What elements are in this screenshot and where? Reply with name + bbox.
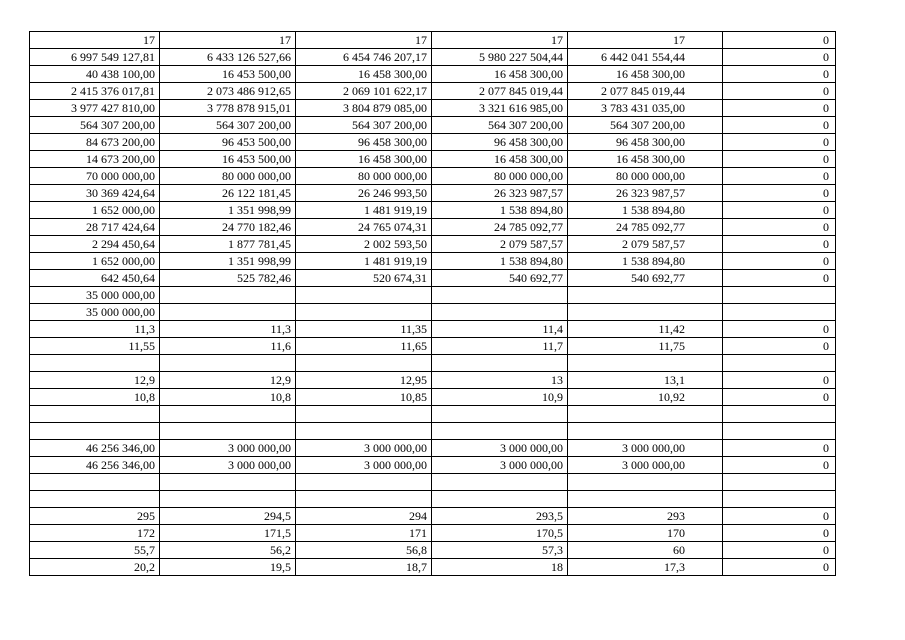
table-row xyxy=(30,287,836,304)
table-cell[interactable]: 6 433 126 527,66 xyxy=(160,49,296,66)
table-cell[interactable]: 2 079 587,57 xyxy=(568,236,723,253)
table-cell[interactable]: 11,3 xyxy=(30,321,160,338)
table-cell[interactable] xyxy=(160,287,296,304)
table-cell[interactable]: 540 692,77 xyxy=(568,270,723,287)
table-cell[interactable]: 70 000 000,00 xyxy=(30,168,160,185)
table-row xyxy=(30,423,836,440)
table-cell[interactable] xyxy=(432,355,568,372)
table-cell[interactable]: 0 xyxy=(723,321,836,338)
table-cell[interactable] xyxy=(432,304,568,321)
table-cell[interactable]: 0 xyxy=(723,270,836,287)
table-cell[interactable]: 46 256 346,00 xyxy=(30,440,160,457)
table-cell[interactable]: 96 458 300,00 xyxy=(432,134,568,151)
table-cell[interactable]: 11,4 xyxy=(432,321,568,338)
table-cell[interactable] xyxy=(30,474,160,491)
table-cell[interactable]: 0 xyxy=(723,49,836,66)
table-cell[interactable] xyxy=(568,287,723,304)
table-cell[interactable]: 0 xyxy=(723,134,836,151)
table-cell[interactable]: 294 xyxy=(296,508,432,525)
table-cell[interactable]: 1 538 894,80 xyxy=(568,202,723,219)
table-cell[interactable]: 2 079 587,57 xyxy=(432,236,568,253)
table-cell[interactable]: 14 673 200,00 xyxy=(30,151,160,168)
table-cell[interactable]: 11,65 xyxy=(296,338,432,355)
table-cell[interactable]: 10,8 xyxy=(160,389,296,406)
table-cell[interactable]: 0 xyxy=(723,168,836,185)
table-cell[interactable] xyxy=(160,474,296,491)
table-cell[interactable]: 1 538 894,80 xyxy=(432,253,568,270)
table-cell[interactable]: 18,7 xyxy=(296,559,432,576)
table-cell[interactable]: 3 977 427 810,00 xyxy=(30,100,160,117)
table-cell[interactable]: 1 351 998,99 xyxy=(160,253,296,270)
table-cell[interactable]: 11,42 xyxy=(568,321,723,338)
table-cell[interactable]: 96 458 300,00 xyxy=(568,134,723,151)
table-row xyxy=(30,406,836,423)
table-row xyxy=(30,151,836,168)
table-cell[interactable]: 24 785 092,77 xyxy=(568,219,723,236)
table-cell[interactable] xyxy=(568,491,723,508)
table-cell[interactable]: 11,35 xyxy=(296,321,432,338)
table-row xyxy=(30,338,836,355)
table-cell[interactable]: 0 xyxy=(723,83,836,100)
table-cell[interactable]: 11,55 xyxy=(30,338,160,355)
table-cell[interactable]: 24 785 092,77 xyxy=(432,219,568,236)
table-cell[interactable]: 11,75 xyxy=(568,338,723,355)
table-row xyxy=(30,49,836,66)
table-cell[interactable]: 0 xyxy=(723,32,836,49)
table-cell[interactable]: 80 000 000,00 xyxy=(296,168,432,185)
table-cell[interactable]: 12,9 xyxy=(30,372,160,389)
table-cell[interactable]: 171,5 xyxy=(160,525,296,542)
table-cell[interactable]: 16 453 500,00 xyxy=(160,151,296,168)
table-cell[interactable] xyxy=(30,423,160,440)
table-cell[interactable]: 0 xyxy=(723,151,836,168)
table-cell[interactable] xyxy=(160,406,296,423)
table-cell[interactable]: 564 307 200,00 xyxy=(568,117,723,134)
table-cell[interactable]: 2 077 845 019,44 xyxy=(432,83,568,100)
table-cell[interactable] xyxy=(296,304,432,321)
table-cell[interactable]: 26 323 987,57 xyxy=(568,185,723,202)
table-row xyxy=(30,83,836,100)
table-cell[interactable]: 0 xyxy=(723,100,836,117)
table-cell[interactable]: 5 980 227 504,44 xyxy=(432,49,568,66)
table-cell[interactable]: 3 000 000,00 xyxy=(296,440,432,457)
table-body xyxy=(30,32,836,576)
table-row xyxy=(30,236,836,253)
table-cell[interactable]: 171 xyxy=(296,525,432,542)
table-row xyxy=(30,134,836,151)
table-row xyxy=(30,389,836,406)
table-cell[interactable]: 0 xyxy=(723,559,836,576)
table-cell[interactable]: 2 415 376 017,81 xyxy=(30,83,160,100)
table-cell[interactable]: 525 782,46 xyxy=(160,270,296,287)
table-cell[interactable]: 1 481 919,19 xyxy=(296,253,432,270)
table-cell[interactable]: 6 454 746 207,17 xyxy=(296,49,432,66)
table-cell[interactable]: 0 xyxy=(723,542,836,559)
table-cell[interactable]: 1 877 781,45 xyxy=(160,236,296,253)
table-cell[interactable]: 46 256 346,00 xyxy=(30,457,160,474)
table-row xyxy=(30,559,836,576)
table-cell[interactable]: 3 000 000,00 xyxy=(160,457,296,474)
table-cell[interactable]: 0 xyxy=(723,202,836,219)
table-cell[interactable] xyxy=(296,491,432,508)
table-cell[interactable]: 57,3 xyxy=(432,542,568,559)
table-cell[interactable]: 0 xyxy=(723,338,836,355)
table-cell[interactable] xyxy=(432,474,568,491)
table-cell[interactable] xyxy=(160,355,296,372)
table-cell[interactable]: 56,2 xyxy=(160,542,296,559)
table-cell[interactable]: 10,8 xyxy=(30,389,160,406)
table-cell[interactable]: 16 458 300,00 xyxy=(296,66,432,83)
table-cell[interactable]: 2 073 486 912,65 xyxy=(160,83,296,100)
table-cell[interactable]: 16 458 300,00 xyxy=(432,66,568,83)
table-cell[interactable] xyxy=(160,491,296,508)
table-cell[interactable]: 96 458 300,00 xyxy=(296,134,432,151)
table-cell[interactable]: 2 069 101 622,17 xyxy=(296,83,432,100)
table-row xyxy=(30,457,836,474)
table-cell[interactable] xyxy=(296,287,432,304)
table-cell[interactable]: 35 000 000,00 xyxy=(30,304,160,321)
table-cell[interactable]: 3 000 000,00 xyxy=(568,440,723,457)
table-cell[interactable]: 16 458 300,00 xyxy=(568,66,723,83)
table-row xyxy=(30,508,836,525)
table-row xyxy=(30,253,836,270)
table-cell[interactable] xyxy=(296,406,432,423)
table-cell[interactable]: 170 xyxy=(568,525,723,542)
table-cell[interactable] xyxy=(568,474,723,491)
table-cell[interactable]: 12,9 xyxy=(160,372,296,389)
table-cell[interactable]: 96 453 500,00 xyxy=(160,134,296,151)
table-row xyxy=(30,525,836,542)
table-cell[interactable] xyxy=(723,423,836,440)
table-cell[interactable]: 1 481 919,19 xyxy=(296,202,432,219)
table-cell[interactable]: 26 323 987,57 xyxy=(432,185,568,202)
table-cell[interactable]: 0 xyxy=(723,372,836,389)
table-cell[interactable]: 16 453 500,00 xyxy=(160,66,296,83)
table-cell[interactable]: 24 765 074,31 xyxy=(296,219,432,236)
table-cell[interactable]: 0 xyxy=(723,117,836,134)
table-cell[interactable] xyxy=(30,491,160,508)
table-cell[interactable]: 60 xyxy=(568,542,723,559)
table-cell[interactable] xyxy=(432,406,568,423)
table-cell[interactable]: 26 122 181,45 xyxy=(160,185,296,202)
table-cell[interactable]: 1 538 894,80 xyxy=(568,253,723,270)
table-cell[interactable]: 1 652 000,00 xyxy=(30,202,160,219)
table-row xyxy=(30,168,836,185)
table-cell[interactable]: 55,7 xyxy=(30,542,160,559)
table-cell[interactable]: 17 xyxy=(568,32,723,49)
table-cell[interactable]: 293,5 xyxy=(432,508,568,525)
table-cell[interactable]: 6 442 041 554,44 xyxy=(568,49,723,66)
table-cell[interactable] xyxy=(723,406,836,423)
table-cell[interactable]: 172 xyxy=(30,525,160,542)
table-cell[interactable]: 12,95 xyxy=(296,372,432,389)
table-cell[interactable] xyxy=(30,355,160,372)
table-cell[interactable]: 17 xyxy=(30,32,160,49)
table-cell[interactable]: 0 xyxy=(723,389,836,406)
table-cell[interactable]: 2 294 450,64 xyxy=(30,236,160,253)
table-cell[interactable] xyxy=(432,491,568,508)
table-cell[interactable]: 11,6 xyxy=(160,338,296,355)
table-cell[interactable]: 3 000 000,00 xyxy=(432,440,568,457)
table-cell[interactable]: 520 674,31 xyxy=(296,270,432,287)
table-row xyxy=(30,491,836,508)
table-row xyxy=(30,100,836,117)
table-cell[interactable]: 0 xyxy=(723,457,836,474)
table-cell[interactable]: 3 000 000,00 xyxy=(568,457,723,474)
table-cell[interactable]: 20,2 xyxy=(30,559,160,576)
table-cell[interactable]: 294,5 xyxy=(160,508,296,525)
table-cell[interactable]: 0 xyxy=(723,525,836,542)
table-cell[interactable] xyxy=(568,355,723,372)
table-cell[interactable]: 13 xyxy=(432,372,568,389)
table-cell[interactable]: 3 321 616 985,00 xyxy=(432,100,568,117)
table-row xyxy=(30,304,836,321)
table-cell[interactable]: 564 307 200,00 xyxy=(296,117,432,134)
table-cell[interactable]: 10,92 xyxy=(568,389,723,406)
table-cell[interactable]: 16 458 300,00 xyxy=(432,151,568,168)
table-cell[interactable]: 17 xyxy=(432,32,568,49)
table-cell[interactable]: 35 000 000,00 xyxy=(30,287,160,304)
table-cell[interactable]: 0 xyxy=(723,508,836,525)
table-cell[interactable] xyxy=(568,423,723,440)
table-cell[interactable]: 170,5 xyxy=(432,525,568,542)
table-cell[interactable] xyxy=(296,474,432,491)
table-cell[interactable]: 28 717 424,64 xyxy=(30,219,160,236)
table-cell[interactable] xyxy=(432,423,568,440)
table-cell[interactable]: 0 xyxy=(723,236,836,253)
table-cell[interactable] xyxy=(160,423,296,440)
table-cell[interactable]: 1 652 000,00 xyxy=(30,253,160,270)
table-cell[interactable]: 56,8 xyxy=(296,542,432,559)
table-row xyxy=(30,32,836,49)
table-cell[interactable]: 3 804 879 085,00 xyxy=(296,100,432,117)
table-cell[interactable]: 16 458 300,00 xyxy=(568,151,723,168)
table-cell[interactable]: 11,7 xyxy=(432,338,568,355)
table-cell[interactable]: 80 000 000,00 xyxy=(432,168,568,185)
table-cell[interactable]: 564 307 200,00 xyxy=(432,117,568,134)
table-cell[interactable] xyxy=(160,304,296,321)
table-cell[interactable]: 84 673 200,00 xyxy=(30,134,160,151)
table-row xyxy=(30,185,836,202)
table-cell[interactable]: 24 770 182,46 xyxy=(160,219,296,236)
table-cell[interactable] xyxy=(30,406,160,423)
table-cell[interactable] xyxy=(296,423,432,440)
table-cell[interactable]: 3 778 878 915,01 xyxy=(160,100,296,117)
table-cell[interactable]: 2 077 845 019,44 xyxy=(568,83,723,100)
table-cell[interactable]: 3 000 000,00 xyxy=(432,457,568,474)
table-cell[interactable] xyxy=(723,304,836,321)
table-cell[interactable]: 80 000 000,00 xyxy=(160,168,296,185)
table-cell[interactable]: 30 369 424,64 xyxy=(30,185,160,202)
table-cell[interactable] xyxy=(723,491,836,508)
table-row xyxy=(30,270,836,287)
table-cell[interactable]: 3 000 000,00 xyxy=(296,457,432,474)
table-cell[interactable]: 1 351 998,99 xyxy=(160,202,296,219)
table-cell[interactable] xyxy=(568,406,723,423)
table-cell[interactable]: 295 xyxy=(30,508,160,525)
table-cell[interactable]: 0 xyxy=(723,440,836,457)
table-row xyxy=(30,542,836,559)
table-row xyxy=(30,474,836,491)
table-row xyxy=(30,355,836,372)
table-cell[interactable]: 6 997 549 127,81 xyxy=(30,49,160,66)
table-cell[interactable] xyxy=(723,474,836,491)
table-cell[interactable]: 0 xyxy=(723,66,836,83)
table-cell[interactable]: 13,1 xyxy=(568,372,723,389)
table-cell[interactable]: 16 458 300,00 xyxy=(296,151,432,168)
table-row xyxy=(30,440,836,457)
table-row xyxy=(30,117,836,134)
table-cell[interactable]: 2 002 593,50 xyxy=(296,236,432,253)
table-cell[interactable] xyxy=(723,355,836,372)
table-row xyxy=(30,372,836,389)
table-cell[interactable]: 540 692,77 xyxy=(432,270,568,287)
table-cell[interactable]: 26 246 993,50 xyxy=(296,185,432,202)
table-cell[interactable]: 1 538 894,80 xyxy=(432,202,568,219)
table-cell[interactable] xyxy=(723,287,836,304)
table-cell[interactable]: 10,9 xyxy=(432,389,568,406)
table-row xyxy=(30,66,836,83)
table-cell[interactable]: 11,3 xyxy=(160,321,296,338)
table-cell[interactable]: 17,3 xyxy=(568,559,723,576)
table-cell[interactable]: 293 xyxy=(568,508,723,525)
table-cell[interactable]: 40 438 100,00 xyxy=(30,66,160,83)
table-cell[interactable] xyxy=(568,304,723,321)
table-cell[interactable]: 17 xyxy=(296,32,432,49)
table-row xyxy=(30,219,836,236)
table-cell[interactable]: 0 xyxy=(723,185,836,202)
table-cell[interactable]: 80 000 000,00 xyxy=(568,168,723,185)
table-cell[interactable]: 564 307 200,00 xyxy=(30,117,160,134)
table-cell[interactable]: 564 307 200,00 xyxy=(160,117,296,134)
table-cell[interactable]: 3 000 000,00 xyxy=(160,440,296,457)
data-table xyxy=(29,31,836,576)
table-cell[interactable]: 0 xyxy=(723,219,836,236)
table-row xyxy=(30,202,836,219)
table-row xyxy=(30,321,836,338)
table-cell[interactable]: 0 xyxy=(723,253,836,270)
table-cell[interactable] xyxy=(432,287,568,304)
table-cell[interactable]: 642 450,64 xyxy=(30,270,160,287)
table-cell[interactable]: 19,5 xyxy=(160,559,296,576)
table-cell[interactable]: 3 783 431 035,00 xyxy=(568,100,723,117)
table-cell[interactable] xyxy=(296,355,432,372)
table-cell[interactable]: 17 xyxy=(160,32,296,49)
table-cell[interactable]: 18 xyxy=(432,559,568,576)
table-cell[interactable]: 10,85 xyxy=(296,389,432,406)
